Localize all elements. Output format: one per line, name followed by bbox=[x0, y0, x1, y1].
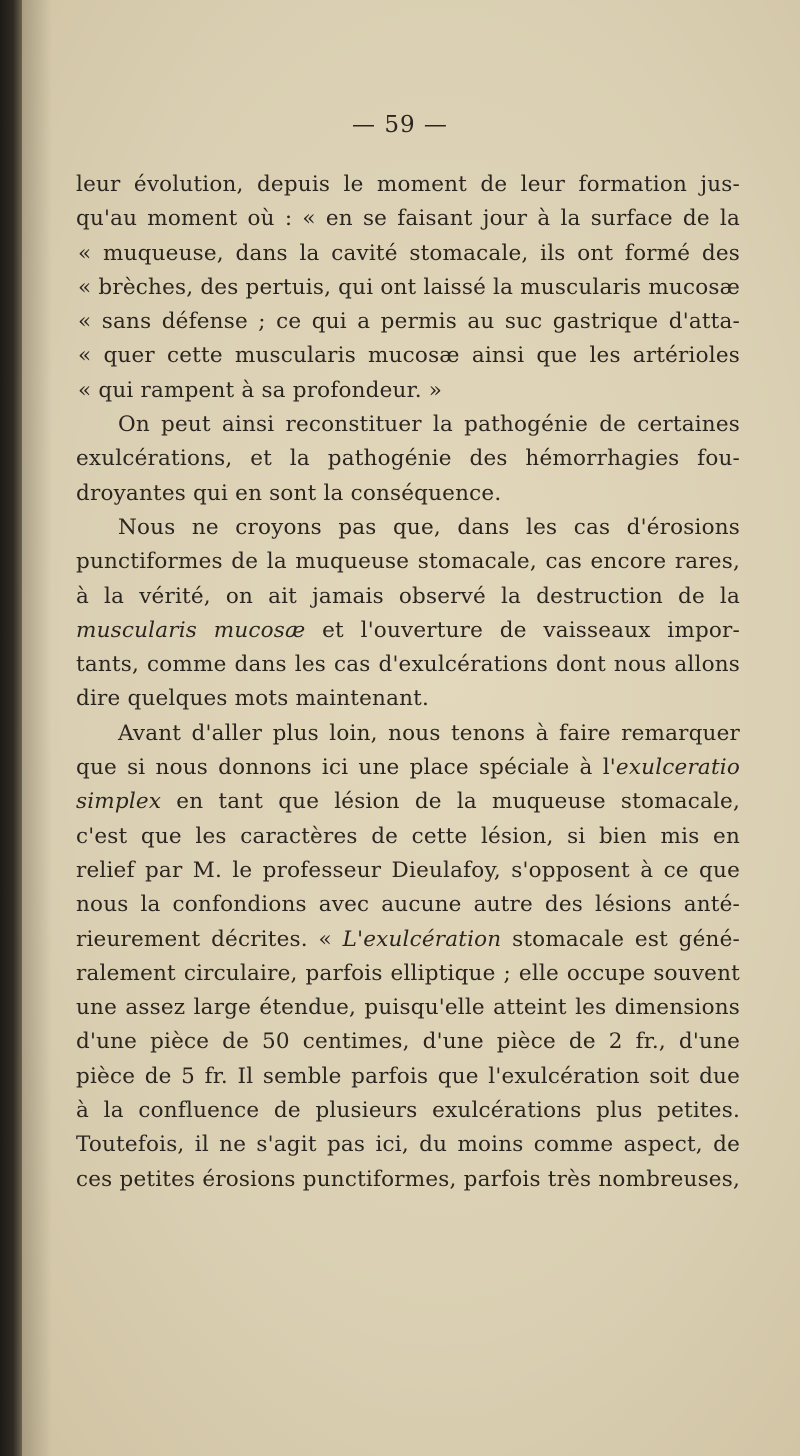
text-line: On peut ainsi reconstituer la pathogénie de certaines bbox=[118, 412, 740, 438]
text-line: Avant d'aller plus loin, nous tenons à faire remarquer bbox=[118, 720, 740, 746]
body-text bbox=[76, 168, 740, 1197]
italic-term: exulceratio bbox=[615, 755, 740, 781]
text-line: « quer cette muscularis mucosæ ainsi que les artérioles bbox=[78, 343, 740, 369]
text-line: à la vérité, on ait jamais observé la destruction de la bbox=[76, 583, 740, 609]
text-line: « qui rampent à sa profondeur. » bbox=[78, 377, 443, 403]
text-line: droyantes qui en sont la conséquence. bbox=[76, 480, 502, 506]
text-line: muscularis mucosæ et l'ouverture de vaisseaux impor- bbox=[76, 617, 741, 643]
text-line: d'une pièce de 50 centimes, d'une pièce de 2 fr., d'une bbox=[76, 1029, 740, 1055]
text-line: relief par M. le professeur Dieulafoy, s'opposent à ce que bbox=[76, 857, 740, 883]
italic-term: L'exulcération bbox=[342, 926, 502, 952]
text-line: ces petites érosions punctiformes, parfois très nombreuses, bbox=[76, 1166, 740, 1192]
page-number: — 59 — bbox=[352, 112, 448, 138]
text-line: exulcérations, et la pathogénie des hémorrhagies fou- bbox=[76, 446, 740, 472]
text-line: punctiformes de la muqueuse stomacale, cas encore rares, bbox=[76, 549, 740, 575]
text-line: tants, comme dans les cas d'exulcérations dont nous allons bbox=[76, 652, 740, 678]
italic-term: muscularis mucosæ bbox=[76, 617, 306, 643]
text-line: Toutefois, il ne s'agit pas ici, du moins comme aspect, de bbox=[76, 1132, 740, 1158]
text-line: Nous ne croyons pas que, dans les cas d'érosions bbox=[118, 514, 740, 540]
text-line: ralement circulaire, parfois elliptique ; elle occupe souvent bbox=[76, 960, 740, 986]
text-line: « muqueuse, dans la cavité stomacale, ils ont formé des bbox=[78, 240, 740, 266]
text-line: c'est que les caractères de cette lésion, si bien mis en bbox=[76, 823, 740, 849]
text-line: leur évolution, depuis le moment de leur formation jus- bbox=[76, 172, 740, 197]
text-line: dire quelques mots maintenant. bbox=[76, 686, 430, 712]
text-line: rieurement décrites. « L'exulcération stomacale est géné- bbox=[76, 926, 740, 952]
text-line: « sans défense ; ce qui a permis au suc gastrique d'atta- bbox=[78, 309, 740, 335]
text-line: « brèches, des pertuis, qui ont laissé la muscularis mucosæ bbox=[78, 274, 740, 300]
italic-term: simplex bbox=[76, 789, 162, 815]
text-line: simplex en tant que lésion de la muqueuse stomacale, bbox=[76, 789, 740, 815]
text-line: une assez large étendue, puisqu'elle atteint les dimensions bbox=[76, 995, 740, 1021]
text-line: nous la confondions avec aucune autre des lésions anté- bbox=[76, 892, 740, 918]
text-line: à la confluence de plusieurs exulcérations plus petites. bbox=[76, 1098, 740, 1124]
book-binding-edge bbox=[0, 0, 22, 1456]
text-line: pièce de 5 fr. Il semble parfois que l'exulcération soit due bbox=[76, 1063, 740, 1089]
text-line: qu'au moment où : « en se faisant jour à la surface de la bbox=[76, 206, 740, 232]
gutter-shadow bbox=[22, 0, 52, 1456]
text-line: que si nous donnons ici une place spéciale à l'exulceratio bbox=[76, 755, 740, 781]
